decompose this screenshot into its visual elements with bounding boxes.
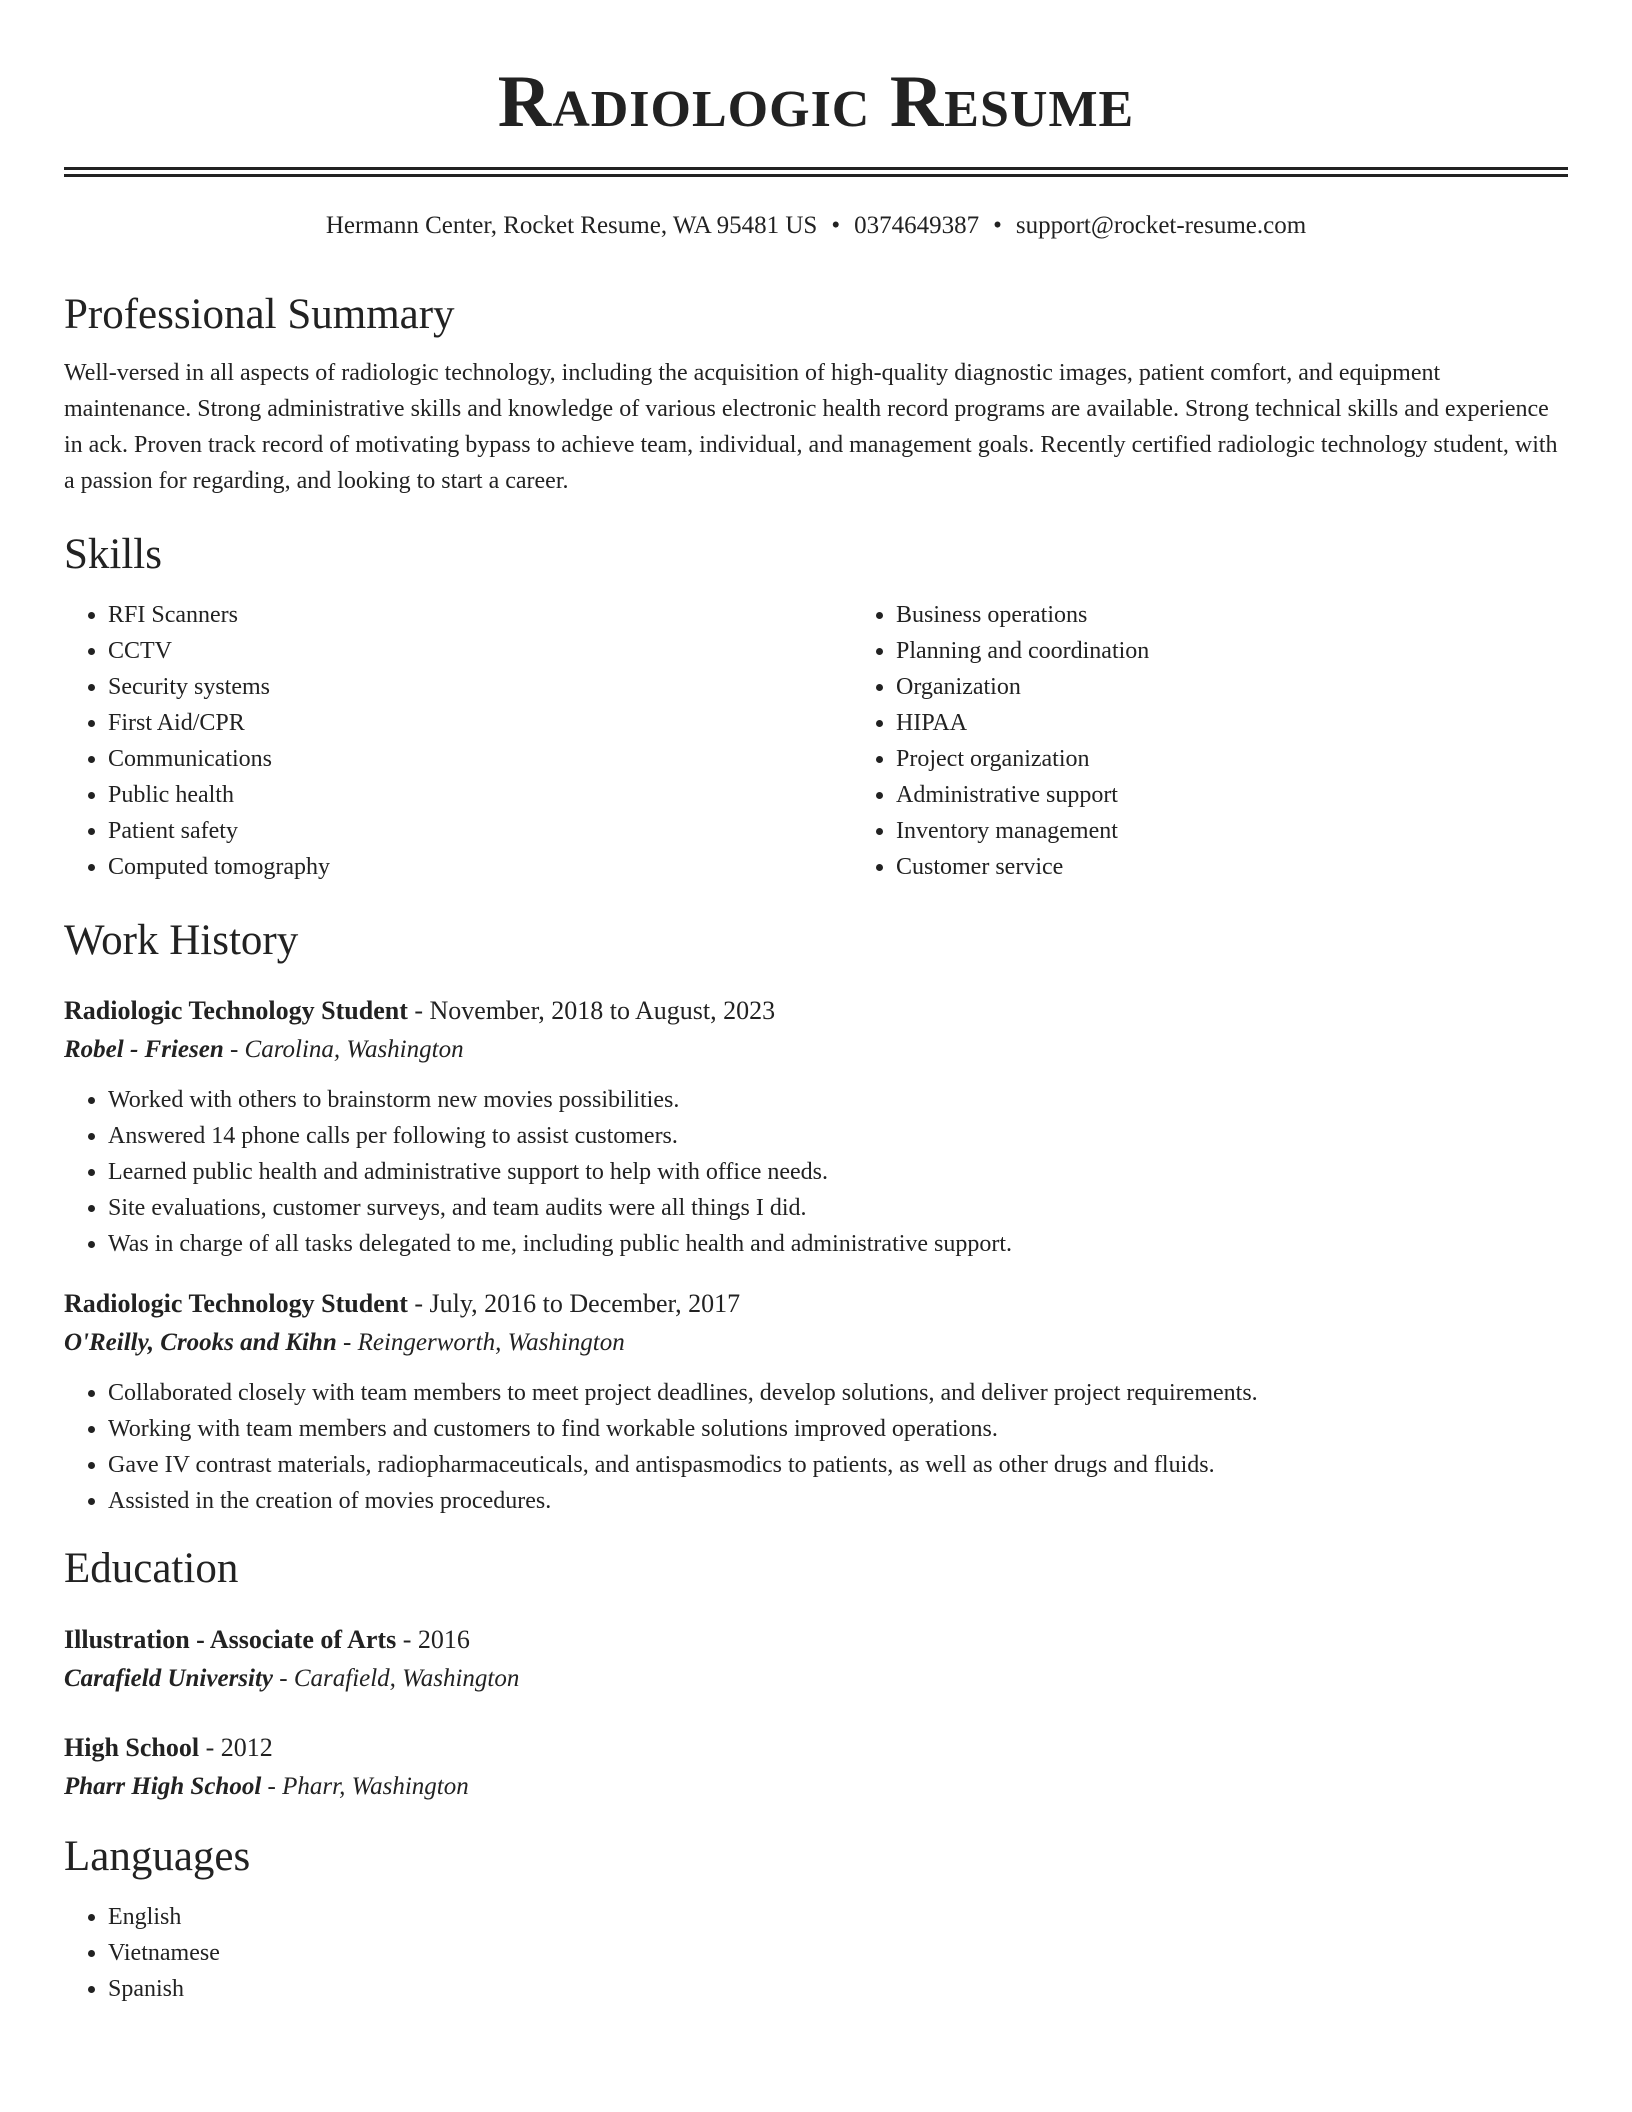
- language-item: • English: [108, 1899, 1568, 1935]
- language-item: • Vietnamese: [108, 1935, 1568, 1971]
- education-school: Pharr High School: [64, 1773, 262, 1800]
- job-bullet: • Gave IV contrast materials, radiopharmaceuticals, and antispasmodics to patients, as well as other drugs and fluids.: [108, 1447, 1568, 1483]
- education-entry: [64, 1621, 1568, 1699]
- job-bullets: [64, 1082, 1568, 1262]
- summary-text: Well-versed in all aspects of radiologic technology, including the acquisition of high-quality diagnostic images, patient comfort, and equipment maintenance. Strong administrative skills and knowledge of various electronic health record programs are available. Strong technical skills and experience in ack. Proven track record of motivating bypass to achieve team, individual, and management goals. Recently certified radiologic technology student, with a passion for regarding, and looking to start a career.: [64, 360, 1558, 494]
- job-bullet: • Worked with others to brainstorm new movies possibilities.: [108, 1082, 1568, 1118]
- contact-email: support@rocket-resume.com: [1015, 212, 1307, 239]
- skill-item: • Public health: [108, 777, 852, 813]
- contact-phone: 0374649387: [854, 212, 980, 239]
- title-divider: [64, 167, 1568, 177]
- job-entry: [64, 992, 1568, 1262]
- job-dates: - July, 2016 to December, 2017: [407, 1289, 741, 1318]
- page-title: Radiologic Resume: [497, 61, 1135, 143]
- job-entry: [64, 1285, 1568, 1519]
- contact-separator: •: [831, 212, 841, 239]
- education-entry: [64, 1729, 1568, 1807]
- contact-line: [64, 210, 1568, 242]
- education-school: Carafield University: [64, 1665, 274, 1692]
- education-section: [64, 1541, 1568, 1807]
- job-company: Robel - Friesen: [64, 1036, 224, 1063]
- education-location: - Carafield, Washington: [273, 1665, 520, 1692]
- job-location: - Carolina, Washington: [223, 1036, 464, 1063]
- languages-heading: Languages: [64, 1833, 251, 1880]
- education-degree: Illustration - Associate of Arts: [64, 1625, 397, 1654]
- skills-section: [64, 527, 1568, 885]
- skills-heading: Skills: [64, 531, 162, 578]
- job-company: O'Reilly, Crooks and Kihn: [64, 1329, 337, 1356]
- language-item: • Spanish: [108, 1971, 1568, 2007]
- job-header: [64, 1285, 1568, 1323]
- languages-list: [64, 1899, 1568, 2007]
- contact-separator: •: [993, 212, 1002, 239]
- job-bullet: • Site evaluations, customer surveys, and team audits were all things I did.: [108, 1190, 1568, 1226]
- job-bullet: • Collaborated closely with team members to meet project deadlines, develop solutions, and deliver project requirements.: [108, 1375, 1568, 1411]
- skill-item: • Security systems: [108, 669, 852, 705]
- skill-item: • CCTV: [108, 633, 852, 669]
- skill-item: • Inventory management: [896, 813, 1632, 849]
- skill-item: • Computed tomography: [108, 849, 852, 885]
- job-title: Radiologic Technology Student: [64, 1289, 408, 1318]
- education-year: - 2012: [199, 1733, 273, 1762]
- work-history-heading: Work History: [64, 917, 299, 964]
- skill-item: • Customer service: [896, 849, 1632, 885]
- job-location: - Reingerworth, Washington: [336, 1329, 625, 1356]
- skills-list-left: [64, 597, 852, 885]
- education-location: - Pharr, Washington: [261, 1773, 469, 1800]
- skills-list-right: [852, 597, 1632, 885]
- skill-item: • Communications: [108, 741, 852, 777]
- education-year: - 2016: [396, 1625, 470, 1654]
- skill-item: • Organization: [896, 669, 1632, 705]
- skill-item: • Business operations: [896, 597, 1632, 633]
- skill-item: • HIPAA: [896, 705, 1632, 741]
- job-header: [64, 992, 1568, 1030]
- education-school-line: [64, 1767, 1568, 1807]
- job-bullet: • Learned public health and administrative support to help with office needs.: [108, 1154, 1568, 1190]
- education-school-line: [64, 1659, 1568, 1699]
- education-heading: Education: [64, 1545, 239, 1592]
- job-bullets: [64, 1375, 1568, 1519]
- skill-item: • Patient safety: [108, 813, 852, 849]
- education-header: [64, 1621, 1568, 1659]
- job-title: Radiologic Technology Student: [64, 996, 408, 1025]
- skill-item: • First Aid/CPR: [108, 705, 852, 741]
- job-bullet: • Answered 14 phone calls per following to assist customers.: [108, 1118, 1568, 1154]
- summary-heading: Professional Summary: [64, 291, 455, 338]
- skills-columns: [64, 597, 1568, 885]
- skill-item: • RFI Scanners: [108, 597, 852, 633]
- job-dates: - November, 2018 to August, 2023: [407, 996, 776, 1025]
- work-history-section: [64, 913, 1568, 1519]
- job-employer: [64, 1323, 1568, 1363]
- contact-address: Hermann Center, Rocket Resume, WA 95481 US: [325, 212, 818, 239]
- skill-item: • Project organization: [896, 741, 1632, 777]
- skill-item: • Planning and coordination: [896, 633, 1632, 669]
- summary-section: [64, 287, 1568, 499]
- education-header: [64, 1729, 1568, 1767]
- education-degree: High School: [64, 1733, 200, 1762]
- job-bullet: • Working with team members and customers to find workable solutions improved operations.: [108, 1411, 1568, 1447]
- languages-section: [64, 1829, 1568, 2007]
- job-employer: [64, 1030, 1568, 1070]
- job-bullet: • Assisted in the creation of movies procedures.: [108, 1483, 1568, 1519]
- job-bullet: • Was in charge of all tasks delegated to me, including public health and administrative support.: [108, 1226, 1568, 1262]
- skill-item: • Administrative support: [896, 777, 1632, 813]
